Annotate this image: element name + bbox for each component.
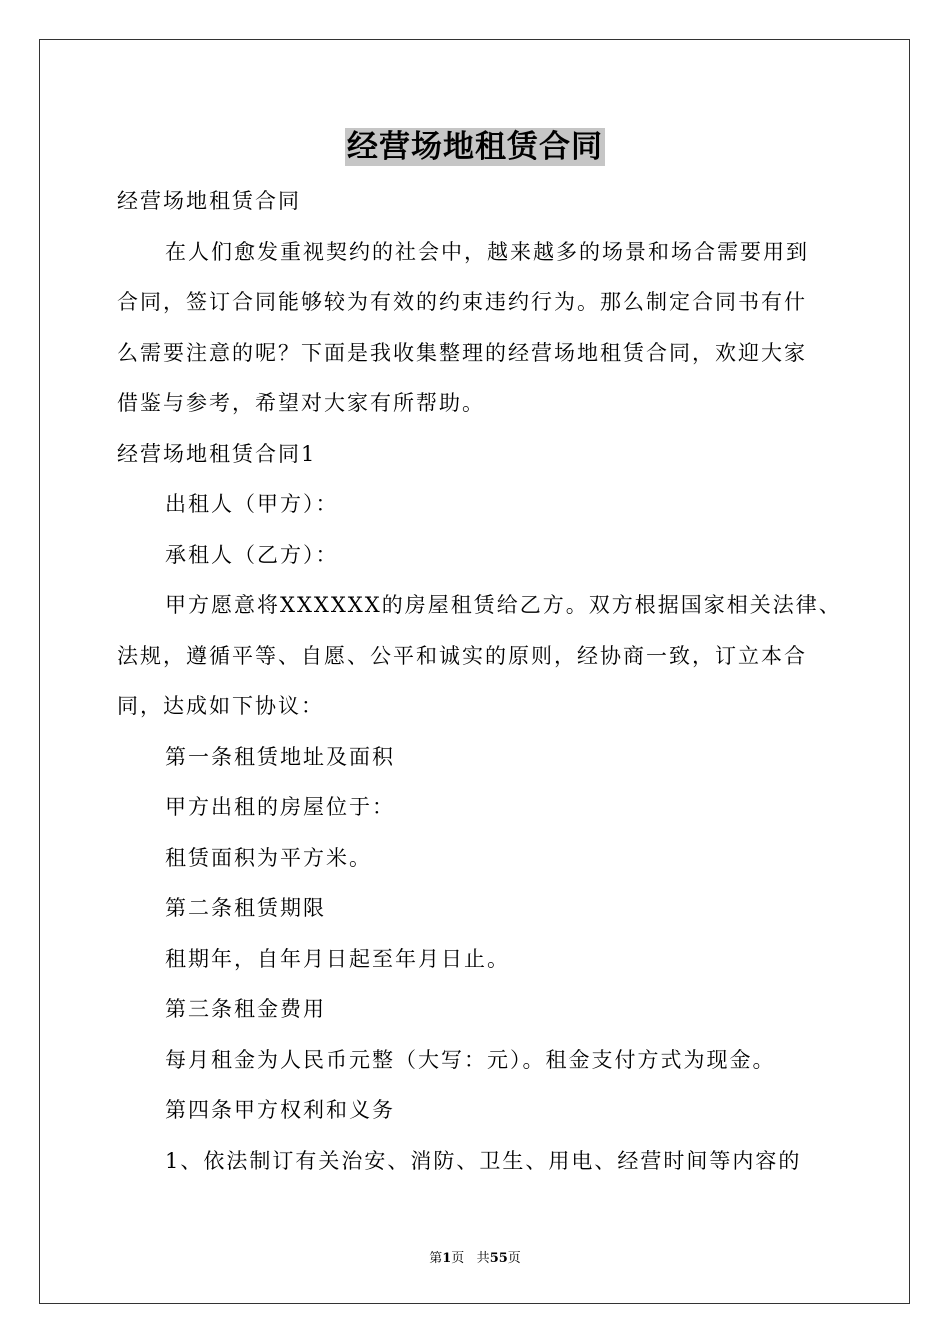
footer-total-suffix: 页 [507, 1251, 521, 1266]
footer-page-number: 1 [442, 1251, 452, 1266]
intro-line-1: 在人们愈发重视契约的社会中，越来越多的场景和场合需要用到 [165, 239, 809, 264]
footer-total-pages: 55 [489, 1251, 508, 1266]
article4-item1: 1、依法制订有关治安、消防、卫生、用电、经营时间等内容的 [165, 1148, 802, 1173]
agreement-line-2: 法规，遵循平等、自愿、公平和诚实的原则，经协商一致，订立本合 [117, 643, 807, 668]
article1-area: 租赁面积为平方米。 [165, 845, 372, 870]
article1-location: 甲方出租的房屋位于： [165, 795, 395, 819]
article1-title: 第一条租赁地址及面积 [165, 744, 395, 769]
subtitle: 经营场地租赁合同 [117, 189, 301, 213]
article2-title: 第二条租赁期限 [165, 896, 326, 920]
document-title: 经营场地租赁合同 [347, 129, 603, 165]
article4-title: 第四条甲方权利和义务 [165, 1098, 395, 1122]
intro-line-2: 合同，签订合同能够较为有效的约束违约行为。那么制定合同书有什 [117, 290, 807, 314]
intro-line-4: 借鉴与参考，希望对大家有所帮助。 [117, 391, 485, 415]
lessee-line: 承租人（乙方）： [165, 542, 339, 567]
title-container [0, 128, 950, 166]
agreement-line-1: 甲方愿意将XXXXXX的房屋租赁给乙方。双方根据国家相关法律、 [165, 593, 842, 617]
footer-prefix: 第 [429, 1251, 443, 1266]
article3-title: 第三条租金费用 [165, 997, 326, 1021]
document-body [117, 176, 842, 1186]
intro-line-3: 么需要注意的呢？下面是我收集整理的经营场地租赁合同，欢迎大家 [117, 340, 807, 365]
lessor-line: 出租人（甲方）： [165, 492, 339, 516]
article2-term: 租期年，自年月日起至年月日止。 [165, 946, 510, 971]
contract-heading: 经营场地租赁合同1 [117, 441, 317, 466]
footer-total-prefix: 共 [476, 1251, 490, 1266]
page-footer [0, 1247, 950, 1266]
footer-page-suffix: 页 [451, 1251, 465, 1266]
article3-rent: 每月租金为人民币元整（大写：元）。租金支付方式为现金。 [165, 1047, 776, 1072]
agreement-line-3: 同，达成如下协议： [117, 694, 324, 718]
